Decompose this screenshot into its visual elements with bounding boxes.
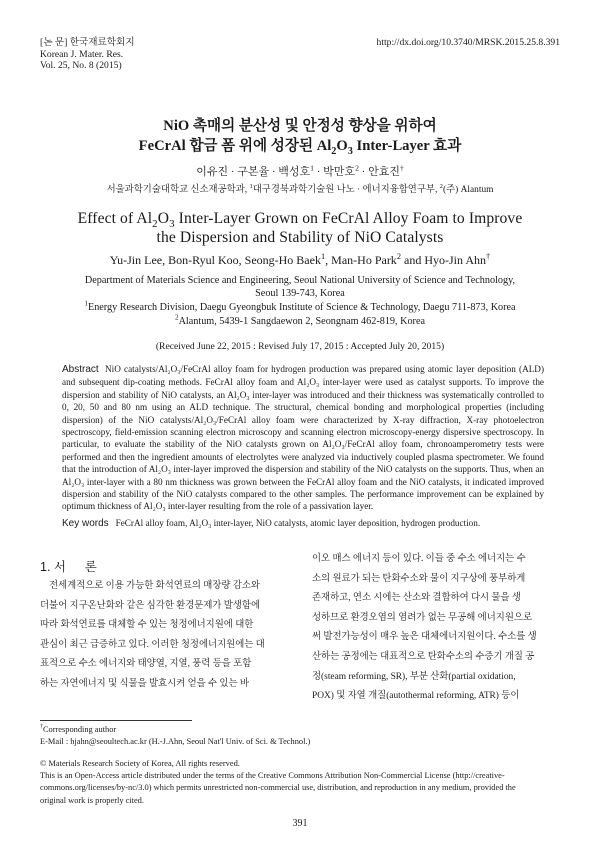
text-line: 표적으로 수소 에너지와 태양열, 지열, 풍력 등을 포함 (40, 659, 252, 670)
received-dates: (Received June 22, 2015 : Revised July 17, 2015 : Accepted July 20, 2015) (155, 341, 445, 352)
page-number: 391 (292, 818, 308, 829)
text-line: 써 발전가능성이 매우 높은 대체에너지원이다. 수소를 생 (312, 632, 537, 643)
license-line: commons.org/licenses/by-nc/3.0) which permits unrestricted non-commercial use, distribution, and reproduction in any medium, provided the (40, 783, 516, 793)
text-line: 정(steam reforming, SR), 부분 산화(partial oxidation, (312, 671, 516, 682)
text-line: POX) 및 자열 개질(autothermal reforming, ATR) 등이 (312, 691, 520, 702)
journal-name-korean: [논 문] 한국재료학회지 (40, 37, 135, 48)
korean-affiliations: 서울과학기술대학교 신소재공학과, $^1$대구경북과학기술원 나노 · 에너지융합연구부, $^2$(주) Alantum (106, 182, 494, 195)
abstract (62, 363, 544, 513)
abstract-label: Abstract (62, 364, 99, 375)
keywords (62, 517, 544, 530)
abstract-text: NiO catalysts/Al₂O₃/FeCrAl alloy foam for hydrogen production was prepared using atomic layer deposition (ALD) and subsequent dip-coating methods. FeCrAl alloy foam and Al₂O₃ inter-layer were used as catalyst supports. To improve the dispersion and stability of NiO catalysts, an Al₂O₃ inter-layer was introduced and their thickness was systematically controlled to 0, 20, 50 and 80 nm using an ALD technique. The structural, chemical bonding and morphological properties (including dispersion) of the NiO catalysts/Al₂O₃/FeCrAl alloy foam were characterized by X-ray diffraction, X-ray photoelectron spectroscopy, field-emission scanning electron microscopy and scanning electron microscopy-energy dispersive spectroscopy. In particular, to evaluate the stability of the NiO catalysts grown on Al₂O₃/FeCrAl alloy foam, chronoamperometry tests were performed and then the ingredient amounts of electrolytes were analyzed via inductively coupled plasma spectrometer. We found that the introduction of Al₂O₃ inter-layer improved the dispersion and stability of the NiO catalysts on the supports. Thus, when an Al₂O₃ inter-layer with a 80 nm thickness was grown between the FeCrAl alloy foam and the NiO catalysts, it indicated improved dispersion and stability of the NiO catalysts compared to the other samples. The performance improvement can be explained by optimum thickness of Al₂O₃ inter-layer resulting from the role of a passivation layer. (62, 364, 545, 512)
intro-right-column (312, 550, 562, 707)
text-line: 이오 매스 에너지 등이 있다. 이들 중 수소 에너지는 수 (312, 554, 526, 564)
text-line: 성하므로 환경오염의 염려가 없는 무공해 에너지원으로 (312, 612, 533, 623)
footnote-divider (40, 720, 192, 721)
text-line: 전세계적으로 이용 가능한 화석연료의 매장량 감소와 (49, 581, 260, 591)
footnote-email: E-Mail : hjahn@seoultech.ac.kr (H.-J.Ahn, Seoul Nat'l Univ. of Sci. & Technol.) (40, 737, 311, 747)
section-heading: 1. 서 론 (40, 560, 97, 574)
text-line: 더불어 지구온난화와 같은 심각한 환경문제가 발생함에 (40, 600, 261, 611)
journal-header (40, 37, 135, 72)
text-line: 산하는 공정에는 대표적으로 탄화수소의 수증기 개질 공 (312, 651, 535, 662)
journal-volume: Vol. 25, No. 8 (2015) (40, 60, 122, 71)
english-affiliation-2: $^2$Alantum, 5439-1 Sangdaewon 2, Seongnam 462-819, Korea (175, 313, 425, 327)
korean-authors: 이유진 · 구본율 · 백성호$^1$ · 박만호$^2$ · 안효진† (196, 163, 404, 178)
footnote-correspondence: †Corresponding author E-Mail : hjahn@seoultech.ac.kr (H.-J.Ahn, Seoul Nat'l Univ. of Sci. & Technol.) (40, 724, 562, 748)
journal-name-english: Korean J. Mater. Res. (40, 48, 124, 60)
korean-title-line1: NiO 촉매의 분산성 및 안정성 향상을 위하여 (163, 118, 437, 134)
text-line: 따라 화석연료를 대체할 수 있는 청정에너지원에 대한 (40, 620, 254, 631)
english-affiliation-1: $^1$Energy Research Division, Daegu Gyeongbuk Institute of Science & Technology, Daegu 711-873, Korea (84, 299, 516, 313)
copyright-notice: © Materials Research Society of Korea, All rights reserved. (40, 759, 240, 768)
keywords-label: Key words (62, 518, 109, 529)
intro-left-column (40, 577, 290, 695)
text-line: 소의 원료가 되는 탄화수소와 물이 지구상에 풍부하게 (312, 573, 526, 584)
keywords-text: FeCrAl alloy foam, Al₂O₃ inter-layer, NiO catalysts, atomic layer deposition, hydrogen production. (115, 518, 481, 528)
text-line: 존재하고, 연소 시에는 산소와 결합하여 다시 물을 생 (312, 593, 521, 604)
text-line: 관심이 최근 급증하고 있다. 이러한 청정에너지원에는 대 (40, 639, 265, 650)
footnote-license (40, 758, 562, 807)
english-affiliation-0: Department of Materials Science and Engineering, Seoul National University of Science and Technology, Seoul 139-743, Korea (84, 275, 516, 299)
korean-title-line2: FeCrAl 합금 폼 위에 성장된 $Al_2O_3$ Inter-Layer 효과 (138, 138, 462, 157)
license-line: original work is properly cited. (40, 795, 144, 805)
english-title-line2: the Dispersion and Stability of NiO Catalysts (156, 229, 444, 246)
doi-link[interactable]: http://dx.doi.org/10.3740/MRSK.2015.25.8.391 (376, 37, 560, 48)
text-line: 하는 자연에너지 및 식물을 발효시켜 얻을 수 있는 바 (40, 678, 249, 689)
license-line: This is an Open-Access article distributed under the terms of the Creative Commons Attribution Non-Commercial License (http://creative- (40, 771, 505, 781)
english-authors: Yu-Jin Lee, Bon-Ryul Koo, Seong-Ho Baek$^1$, Man-Ho Park$^2$ and Hyo-Jin Ahn† (109, 252, 491, 267)
english-title-line1: Effect of $Al_2O_3$ Inter-Layer Grown on FeCrAl Alloy Foam to Improve (77, 210, 523, 231)
